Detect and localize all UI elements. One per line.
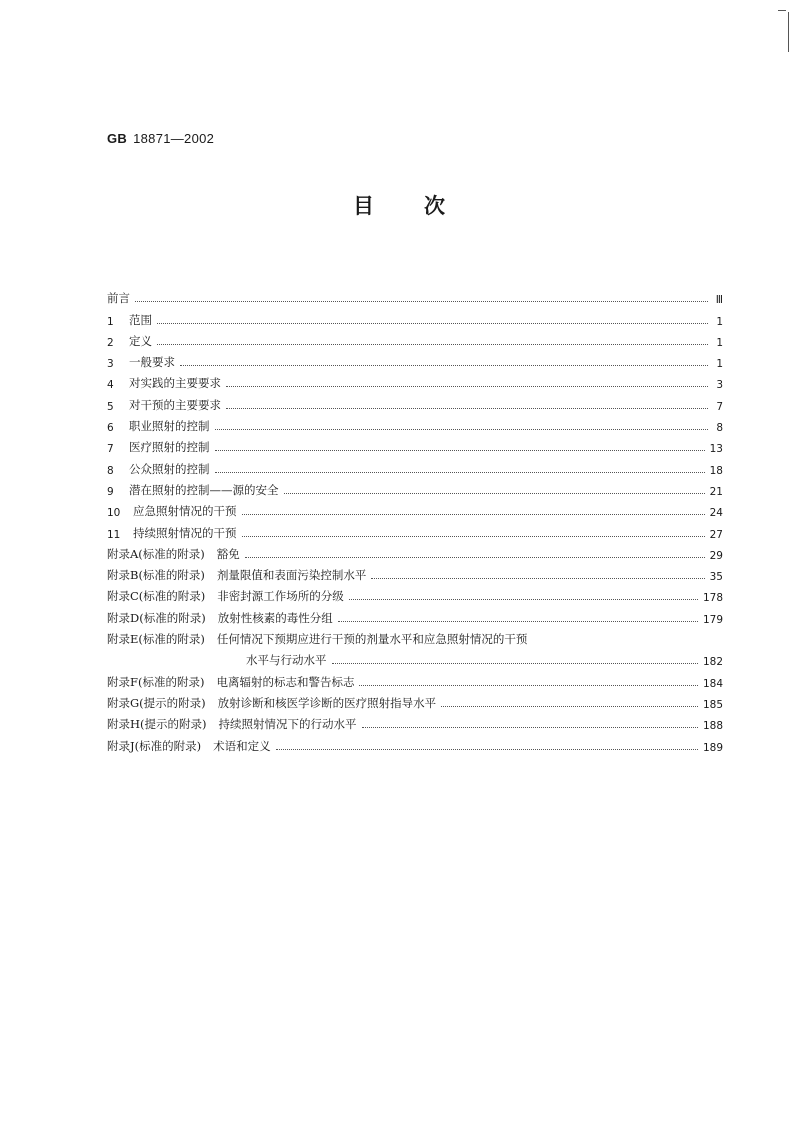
toc-entry[interactable]	[107, 413, 723, 434]
toc-entry-prefix: 附录A(标准的附录)	[107, 546, 205, 561]
dot-leader	[359, 685, 698, 686]
toc-entry[interactable]	[107, 519, 723, 540]
dot-leader	[242, 514, 705, 515]
toc-entry-label: 剂量限值和表面污染控制水平	[216, 568, 367, 583]
toc-entry[interactable]	[107, 370, 723, 391]
toc-entry-number: 2	[107, 336, 114, 349]
dot-leader	[180, 365, 708, 366]
scan-edge-mark	[788, 12, 789, 52]
toc-entry-label: 持续照射情况的干预	[133, 525, 237, 540]
toc-entry-label: 应急照射情况的干预	[133, 504, 237, 519]
toc-entry[interactable]	[107, 626, 723, 669]
toc-entry-prefix: 附录G(提示的附录)	[107, 695, 206, 710]
dot-leader	[362, 727, 698, 728]
dot-leader	[441, 706, 698, 707]
toc-entry-number: 9	[107, 485, 114, 498]
table-of-contents	[107, 285, 723, 754]
toc-entry-page: 189	[702, 741, 723, 754]
toc-entry-label: 豁免	[216, 546, 240, 561]
page-title	[0, 190, 798, 220]
toc-entry-label: 任何情况下预期应进行干预的剂量水平和应急照射情况的干预	[216, 632, 528, 647]
toc-entry[interactable]	[107, 498, 723, 519]
toc-entry-page: 178	[702, 592, 723, 605]
toc-entry-prefix: 附录J(标准的附录)	[107, 738, 202, 753]
toc-entry[interactable]	[107, 349, 723, 370]
toc-entry-label: 持续照射情况下的行动水平	[218, 717, 357, 732]
toc-entry-number: 1	[107, 315, 114, 328]
toc-entry-page: 18	[709, 464, 723, 477]
dot-leader	[135, 301, 708, 302]
toc-entry-page: Ⅲ	[715, 294, 723, 307]
toc-entry-page: 179	[702, 613, 723, 626]
toc-entry-label: 电离辐射的标志和警告标志	[216, 674, 355, 689]
toc-entry[interactable]	[107, 690, 723, 711]
dot-leader	[349, 599, 698, 600]
toc-entry-page: 24	[709, 507, 723, 520]
dot-leader	[245, 557, 705, 558]
toc-entry-page: 21	[709, 485, 723, 498]
toc-entry-number: 6	[107, 422, 114, 435]
toc-entry-label: 前言	[107, 291, 130, 306]
toc-entry-page: 13	[709, 443, 723, 456]
title-char-2: 次	[424, 194, 445, 218]
toc-entry-number: 11	[107, 528, 121, 541]
dot-leader	[157, 344, 708, 345]
toc-entry-page: 1	[716, 336, 723, 349]
dot-leader	[215, 429, 709, 430]
toc-entry-label-continued: 水平与行动水平	[246, 653, 327, 668]
toc-entry-page: 184	[702, 677, 723, 690]
toc-entry[interactable]	[107, 285, 723, 306]
toc-entry-prefix: 附录E(标准的附录)	[107, 632, 205, 647]
dot-leader	[242, 536, 705, 537]
toc-entry-page: 182	[702, 656, 723, 669]
toc-entry-label: 一般要求	[129, 355, 175, 370]
toc-entry[interactable]	[107, 306, 723, 327]
toc-entry[interactable]	[107, 455, 723, 476]
toc-entry-page: 8	[716, 422, 723, 435]
toc-entry-page: 1	[716, 315, 723, 328]
toc-entry[interactable]	[107, 583, 723, 604]
toc-entry-prefix: 附录C(标准的附录)	[107, 589, 206, 604]
toc-entry-page: 27	[709, 528, 723, 541]
toc-entry[interactable]	[107, 477, 723, 498]
toc-entry-number: 8	[107, 464, 114, 477]
toc-entry-label: 范围	[129, 312, 152, 327]
toc-entry-label: 定义	[129, 333, 152, 348]
toc-entry-page: 1	[716, 358, 723, 371]
toc-entry-number: 10	[107, 507, 121, 520]
toc-entry-page: 3	[716, 379, 723, 392]
toc-entry[interactable]	[107, 562, 723, 583]
dot-leader	[226, 386, 708, 387]
toc-entry-number: 4	[107, 379, 114, 392]
dot-leader	[157, 323, 708, 324]
toc-entry[interactable]	[107, 328, 723, 349]
toc-entry-number: 7	[107, 443, 114, 456]
toc-entry[interactable]	[107, 711, 723, 732]
toc-entry[interactable]	[107, 434, 723, 455]
toc-entry-label: 医疗照射的控制	[129, 440, 210, 455]
dot-leader	[215, 450, 705, 451]
toc-entry-number: 5	[107, 400, 114, 413]
standard-number: 18871—2002	[133, 131, 215, 146]
dot-leader	[332, 663, 698, 664]
dot-leader	[226, 408, 708, 409]
scan-edge-mark	[778, 10, 786, 11]
dot-leader	[284, 493, 705, 494]
toc-entry-prefix: 附录B(标准的附录)	[107, 568, 205, 583]
toc-entry-prefix: 附录D(标准的附录)	[107, 610, 206, 625]
dot-leader	[371, 578, 704, 579]
toc-entry-label: 对实践的主要要求	[129, 376, 221, 391]
toc-entry-page: 35	[709, 571, 723, 584]
toc-entry-page: 29	[709, 549, 723, 562]
toc-entry-page: 188	[702, 720, 723, 733]
toc-entry-label: 术语和定义	[213, 738, 271, 753]
toc-entry-label: 职业照射的控制	[129, 419, 210, 434]
toc-entry[interactable]	[107, 604, 723, 625]
toc-entry[interactable]	[107, 668, 723, 689]
standard-prefix: GB	[107, 131, 128, 146]
toc-entry-label: 放射诊断和核医学诊断的医疗照射指导水平	[217, 695, 437, 710]
toc-entry-label: 公众照射的控制	[129, 461, 210, 476]
toc-entry-page: 185	[702, 698, 723, 711]
toc-entry[interactable]	[107, 391, 723, 412]
dot-leader	[338, 621, 698, 622]
toc-entry-prefix: 附录F(标准的附录)	[107, 674, 205, 689]
toc-entry-prefix: 附录H(提示的附录)	[107, 717, 207, 732]
toc-entry[interactable]	[107, 732, 723, 753]
toc-entry-label: 非密封源工作场所的分级	[217, 589, 344, 604]
toc-entry-page: 7	[716, 400, 723, 413]
toc-entry[interactable]	[107, 541, 723, 562]
toc-entry-number: 3	[107, 358, 114, 371]
dot-leader	[276, 749, 698, 750]
toc-entry-label: 放射性核素的毒性分组	[217, 610, 333, 625]
standard-code	[107, 131, 214, 146]
toc-entry-label: 对干预的主要要求	[129, 397, 221, 412]
toc-entry-label: 潜在照射的控制——源的安全	[129, 482, 279, 497]
dot-leader	[215, 472, 705, 473]
title-char-1: 目	[353, 194, 374, 218]
